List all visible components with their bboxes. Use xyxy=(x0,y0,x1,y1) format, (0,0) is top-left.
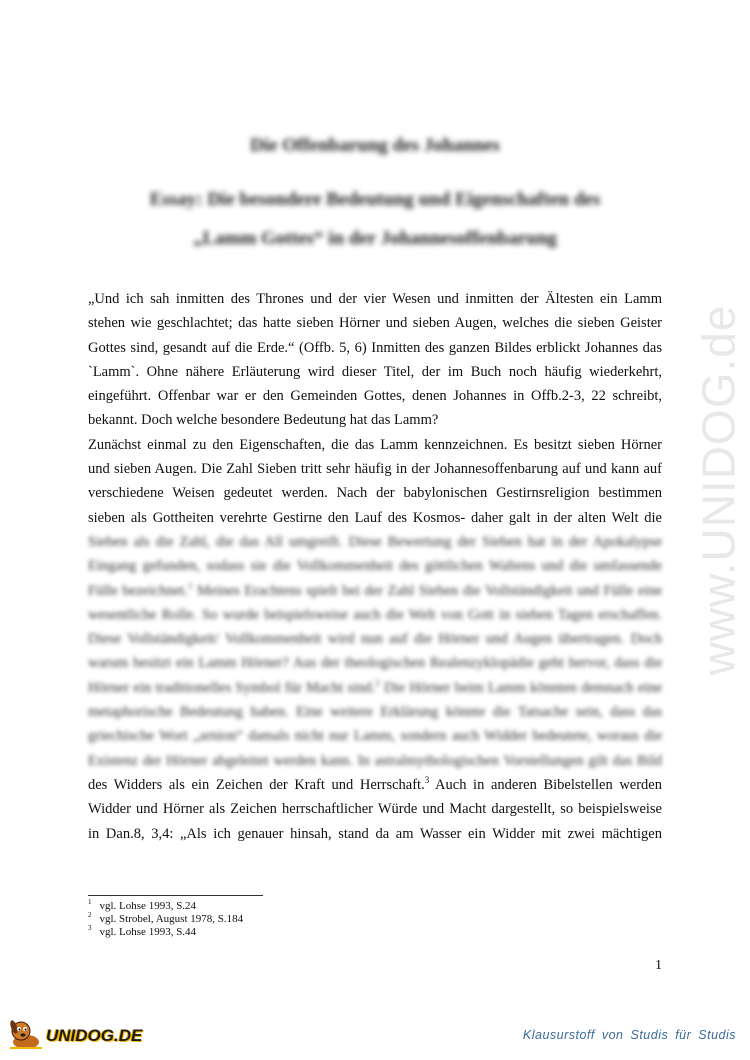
body-line: sieben als Gottheiten verehrte Gestirne den Lauf des Kosmos- daher galt in der alten Welt die xyxy=(88,509,662,526)
footnote-mark: 1 xyxy=(88,898,92,907)
dog-mascot-icon xyxy=(8,1017,44,1056)
body-text: Hörner ein traditionelles Symbol für Macht sind. xyxy=(88,679,376,696)
page-number: 1 xyxy=(655,958,662,973)
body-line: Sieben als die Zahl, die das All umgreift. Diese Bewertung der Sieben hat in der Apokalypse xyxy=(88,533,662,550)
footnote-text: vgl. Strobel, August 1978, S.184 xyxy=(99,913,244,925)
body-text: des Widders als ein Zeichen der Kraft und Herrschaft. xyxy=(88,776,425,793)
essay-title-line-1: Essay: Die besondere Bedeutung und Eigenschaften des xyxy=(149,189,601,210)
footnote-item xyxy=(88,900,243,913)
essay-body xyxy=(88,287,662,846)
logo-text: UNIDOG.DE xyxy=(46,1026,143,1045)
body-text: Auch in anderen Bibelstellen werden xyxy=(429,776,662,793)
unidog-logo[interactable] xyxy=(8,1017,158,1055)
footnote-mark: 3 xyxy=(88,924,92,933)
body-line: und sieben Augen. Die Zahl Sieben tritt sehr häufig in der Johannesoffenbarung auf und kann auf xyxy=(88,461,662,478)
body-line: warum besitzt ein Lamm Hörner? Aus der theologischen Realenzyklopädie geht hervor, dass die xyxy=(88,655,662,672)
body-line xyxy=(88,676,662,700)
body-line: Gottes sind, gesandt auf die Erde.“ (Offb. 5, 6) Inmitten des ganzen Bildes erblickt Johannes das xyxy=(88,339,662,356)
footnote-divider xyxy=(88,895,263,896)
footnote-item xyxy=(88,926,243,939)
footnote-text: vgl. Lohse 1993, S.44 xyxy=(99,926,197,938)
body-line: Existenz der Hörner abgeleitet werden kann. In astralmythologischen Vorstellungen gilt das Bild xyxy=(88,752,662,769)
body-line xyxy=(88,579,662,603)
body-line: stehen wie geschlachtet; das hatte sieben Hörner und sieben Augen, welches die sieben Geister xyxy=(88,315,662,332)
footnote-text: vgl. Lohse 1993, S.24 xyxy=(99,900,197,912)
body-line: Widder und Hörner als Zeichen herrschaftlicher Würde und Macht dargestellt, so beispielsweise xyxy=(88,801,662,818)
body-text: Fülle bezeichnet. xyxy=(88,582,189,599)
body-line: `Lamm`. Ohne nähere Erläuterung wird dieser Titel, der im Buch noch häufig wiederkehrt, xyxy=(88,363,662,380)
body-line xyxy=(88,773,662,797)
watermark xyxy=(688,245,748,735)
body-line: in Dan.8, 3,4: „Als ich genauer hinsah, stand da am Wasser ein Widder mit zwei mächtigen xyxy=(88,825,662,842)
body-line: wesentliche Rolle. So wurde beispielsweise auch die Welt von Gott in sieben Tagen erschaffen. xyxy=(88,606,662,623)
footnote-item xyxy=(88,913,243,926)
essay-title-line-2: „Lamm Gottes“ in der Johannesoffenbarung xyxy=(193,228,557,249)
body-text: Die Hörner beim Lamm könnten demnach eine xyxy=(379,679,662,696)
body-line: eingeführt. Offenbar war er den Gemeinden Gottes, denen Johannes in Offb.2-3, 22 schreibt, xyxy=(88,388,662,405)
body-line: Zunächst einmal zu den Eigenschaften, die das Lamm kennzeichnen. Es besitzt sieben Hörner xyxy=(88,436,662,453)
body-line: metaphorische Bedeutung haben. Eine weitere Erklärung könnte die Tatsache sein, dass das xyxy=(88,704,662,721)
footnote-ref: 1 xyxy=(188,580,193,591)
body-line: „Und ich sah inmitten des Thrones und der vier Wesen und inmitten der Ältesten ein Lamm xyxy=(88,291,662,307)
blurred-preview-section xyxy=(88,530,662,773)
body-line: griechische Wort „arnion“ damals nicht nur Lamm, sondern auch Widder bedeutete, woraus die xyxy=(88,728,662,745)
body-line: Diese Vollständigkeit/ Vollkommenheit wird nun auf die Hörner und Augen übertragen. Doch xyxy=(88,631,662,648)
body-line: Eingang gefunden, sodass sie die Vollkommenheit des göttlichen Waltens und die umfassende xyxy=(88,558,662,575)
footnote-ref: 3 xyxy=(424,775,430,786)
footnotes xyxy=(88,900,243,939)
footnote-ref: 2 xyxy=(375,677,380,688)
body-line: bekannt. Doch welche besondere Bedeutung hat das Lamm? xyxy=(88,412,439,429)
footnote-mark: 2 xyxy=(88,911,92,920)
body-line: verschiedene Weisen gedeutet werden. Nach der babylonischen Gestirnsreligion bestimmen xyxy=(88,485,662,502)
body-text: Meines Erachtens spielt bei der Zahl Sieben die Vollständigkeit und Fülle eine xyxy=(192,582,662,599)
document-title: Die Offenbarung des Johannes xyxy=(250,135,500,156)
tagline: Klausurstoff von Studis für Studis xyxy=(522,1028,736,1042)
watermark-text: www.UNIDOG.de xyxy=(692,304,745,676)
